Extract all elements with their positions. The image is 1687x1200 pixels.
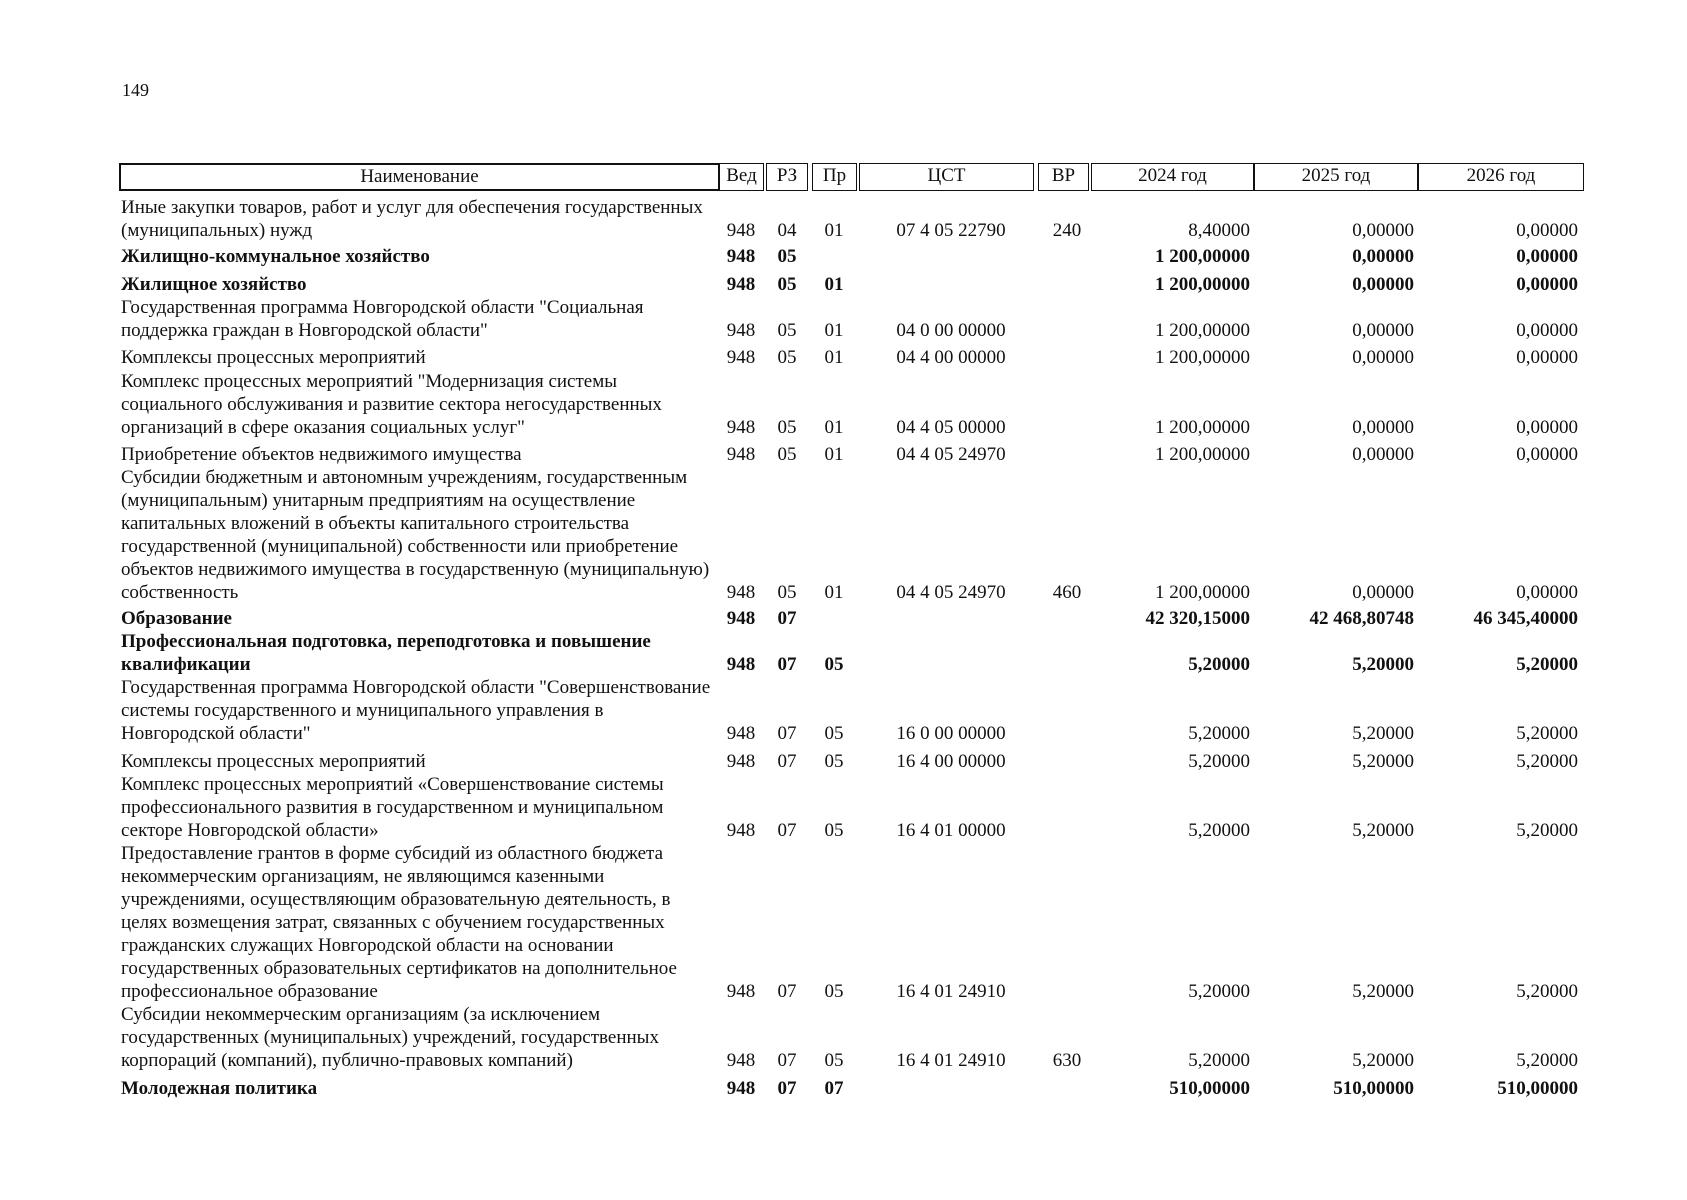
row-ved: 948 [726,320,756,341]
row-ved: 948 [726,417,756,438]
row-2024: 5,20000 [1188,820,1250,841]
row-name: Приобретение объектов недвижимого имущества [121,444,522,465]
header-cst: ЦСТ [859,163,1034,191]
row-2026: 0,00000 [1516,417,1578,438]
row-ved: 948 [726,347,756,368]
row-pr: 01 [824,444,844,465]
row-2024: 1 200,00000 [1155,274,1250,295]
row-pr: 01 [824,274,844,295]
row-rz: 04 [777,220,797,241]
row-2026: 5,20000 [1516,820,1578,841]
header-rz: РЗ [766,163,808,191]
header-vr: ВР [1038,163,1089,191]
row-cst: 16 4 01 00000 [896,820,1006,841]
table-row [0,1077,1687,1100]
row-ved: 948 [726,654,756,675]
table-row [0,607,1687,630]
row-name: Государственная программа Новгородской области "Социальная поддержка граждан в Новгородской области" [121,297,644,341]
row-cst: 04 4 00 00000 [896,347,1006,368]
row-2025: 0,00000 [1352,246,1414,267]
row-name: Предоставление грантов в форме субсидий из областного бюджета некоммерческим организациям, не являющимся казенными учреждениями, осуществляющим образовательную деятельность, в целях возмещения затрат, связанных с обучением государственных гражданских служащих Новгородской области на основании государственных образовательных сертификатов на дополнительное профессиональное образование [121,843,677,1002]
table-row [0,196,1687,242]
row-name: Государственная программа Новгородской области "Совершенствование системы государственного и муниципального управления в Новгородской области" [121,677,711,744]
row-2024: 1 200,00000 [1155,417,1250,438]
row-2026: 0,00000 [1516,582,1578,603]
row-cst: 16 4 00 00000 [896,751,1006,772]
row-2025: 0,00000 [1352,274,1414,295]
row-2025: 5,20000 [1352,981,1414,1002]
page-number: 149 [122,80,149,100]
row-2026: 510,00000 [1497,1078,1578,1099]
row-2026: 46 345,40000 [1473,608,1578,629]
row-2025: 5,20000 [1352,820,1414,841]
row-pr: 01 [824,417,844,438]
table-row [0,296,1687,342]
row-2025: 5,20000 [1352,654,1414,675]
row-2026: 5,20000 [1516,1050,1578,1071]
table-row [0,1003,1687,1072]
row-2024: 42 320,15000 [1145,608,1250,629]
row-ved: 948 [726,1050,756,1071]
header-2025: 2025 год [1254,163,1418,191]
row-ved: 948 [726,274,756,295]
row-ved: 948 [726,723,756,744]
row-rz: 07 [777,1050,797,1071]
row-pr: 05 [824,981,844,1002]
table-row [0,370,1687,439]
row-2024: 5,20000 [1188,1050,1250,1071]
row-2025: 5,20000 [1352,751,1414,772]
row-name: Комплекс процессных мероприятий "Модернизация системы социального обслуживания и развитие сектора негосударственных организаций в сфере оказания социальных услуг" [121,371,662,438]
header-2026: 2026 год [1418,163,1584,191]
row-2025: 0,00000 [1352,417,1414,438]
row-rz: 05 [777,417,797,438]
header-name: Наименование [119,163,720,191]
row-2026: 5,20000 [1516,723,1578,744]
row-pr: 05 [824,820,844,841]
row-name: Молодежная политика [121,1078,318,1099]
header-ved: Вед [719,163,764,191]
row-ved: 948 [726,220,756,241]
row-rz: 07 [777,654,797,675]
row-rz: 05 [777,347,797,368]
row-2025: 5,20000 [1352,723,1414,744]
row-name: Комплексы процессных мероприятий [121,347,426,368]
row-2025: 0,00000 [1352,347,1414,368]
table-row [0,676,1687,745]
row-2026: 0,00000 [1516,220,1578,241]
row-pr: 05 [824,654,844,675]
row-name: Профессиональная подготовка, переподготовка и повышение квалификации [121,631,651,675]
row-name: Комплекс процессных мероприятий «Совершенствование системы профессионального развития в государственном и муниципальном секторе Новгородской области» [121,774,664,841]
row-2025: 0,00000 [1352,320,1414,341]
row-rz: 05 [777,444,797,465]
row-cst: 16 0 00 00000 [896,723,1006,744]
row-2026: 0,00000 [1516,320,1578,341]
row-ved: 948 [726,1078,756,1099]
row-2026: 0,00000 [1516,444,1578,465]
row-2024: 1 200,00000 [1155,582,1250,603]
row-rz: 07 [777,723,797,744]
row-rz: 07 [777,751,797,772]
row-2024: 5,20000 [1188,981,1250,1002]
row-name: Иные закупки товаров, работ и услуг для обеспечения государственных (муниципальных) нужд [121,197,703,241]
row-pr: 05 [824,723,844,744]
row-2024: 8,40000 [1188,220,1250,241]
row-pr: 07 [824,1078,844,1099]
table-row [0,245,1687,268]
row-name: Субсидии некоммерческим организациям (за исключением государственных (муниципальных) учреждений, государственных корпораций (компаний), публично-правовых компаний) [121,1004,659,1071]
row-ved: 948 [726,444,756,465]
table-row [0,750,1687,773]
row-rz: 05 [777,582,797,603]
table-row [0,842,1687,1003]
row-2026: 5,20000 [1516,981,1578,1002]
row-name: Субсидии бюджетным и автономным учреждениям, государственным (муниципальным) унитарным предприятиям на осуществление капитальных вложений в объекты капитального строительства государственной (муниципальной) собственности или приобретение объектов недвижимого имущества в государственную (муниципальную) собственность [121,467,710,603]
row-rz: 05 [777,320,797,341]
row-cst: 07 4 05 22790 [896,220,1006,241]
row-2025: 0,00000 [1352,220,1414,241]
row-ved: 948 [726,820,756,841]
table-row [0,346,1687,369]
row-cst: 04 0 00 00000 [896,320,1006,341]
row-ved: 948 [726,246,756,267]
row-name: Жилищное хозяйство [121,274,307,295]
table-row [0,466,1687,604]
header-2024: 2024 год [1091,163,1254,191]
row-rz: 07 [777,608,797,629]
row-2025: 510,00000 [1333,1078,1414,1099]
row-2026: 0,00000 [1516,347,1578,368]
row-2024: 1 200,00000 [1155,320,1250,341]
row-name: Образование [121,608,232,629]
row-rz: 05 [777,246,797,267]
row-2025: 0,00000 [1352,444,1414,465]
table-row [0,273,1687,296]
row-cst: 04 4 05 24970 [896,582,1006,603]
table-row [0,773,1687,842]
row-2024: 510,00000 [1169,1078,1250,1099]
row-ved: 948 [726,981,756,1002]
row-name: Комплексы процессных мероприятий [121,751,426,772]
row-2024: 5,20000 [1188,654,1250,675]
row-2026: 0,00000 [1516,274,1578,295]
row-cst: 16 4 01 24910 [896,981,1006,1002]
row-vr: 460 [1052,582,1082,603]
row-pr: 01 [824,320,844,341]
table-row [0,630,1687,676]
table-row [0,443,1687,466]
row-rz: 05 [777,274,797,295]
row-2024: 1 200,00000 [1155,444,1250,465]
row-2025: 0,00000 [1352,582,1414,603]
row-pr: 05 [824,1050,844,1071]
row-2024: 1 200,00000 [1155,246,1250,267]
row-cst: 16 4 01 24910 [896,1050,1006,1071]
row-vr: 630 [1052,1050,1082,1071]
row-ved: 948 [726,751,756,772]
row-pr: 05 [824,751,844,772]
row-2024: 5,20000 [1188,751,1250,772]
row-rz: 07 [777,820,797,841]
header-pr: Пр [812,163,857,191]
row-2026: 5,20000 [1516,654,1578,675]
row-pr: 01 [824,582,844,603]
row-2024: 1 200,00000 [1155,347,1250,368]
row-vr: 240 [1052,220,1082,241]
row-rz: 07 [777,981,797,1002]
row-ved: 948 [726,608,756,629]
row-pr: 01 [824,220,844,241]
row-2025: 5,20000 [1352,1050,1414,1071]
row-2025: 42 468,80748 [1309,608,1414,629]
row-2024: 5,20000 [1188,723,1250,744]
row-pr: 01 [824,347,844,368]
row-rz: 07 [777,1078,797,1099]
row-name: Жилищно-коммунальное хозяйство [121,246,430,267]
row-ved: 948 [726,582,756,603]
row-cst: 04 4 05 00000 [896,417,1006,438]
row-cst: 04 4 05 24970 [896,444,1006,465]
row-2026: 5,20000 [1516,751,1578,772]
row-2026: 0,00000 [1516,246,1578,267]
